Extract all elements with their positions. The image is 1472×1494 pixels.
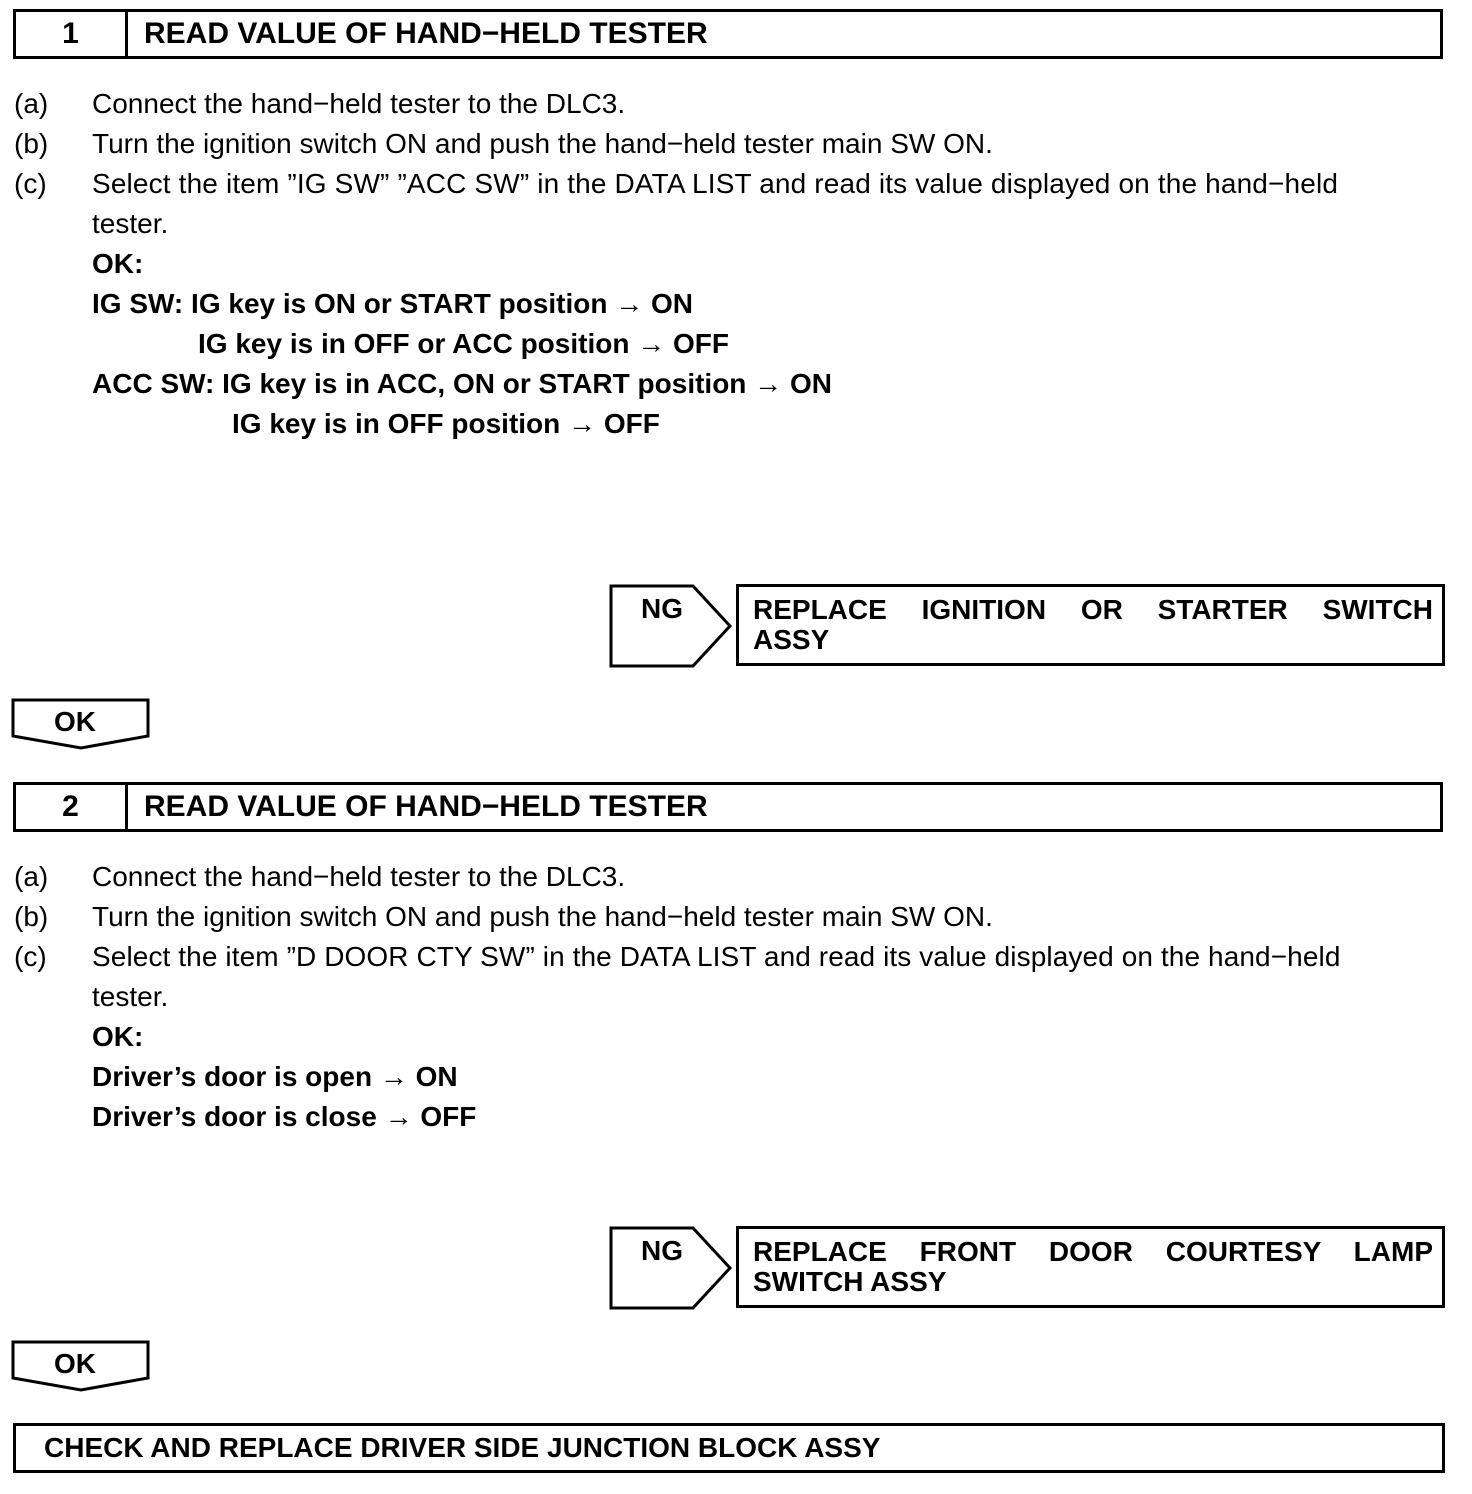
item-label: (b) [14,128,49,159]
item-text: Turn the ignition switch ON and push the hand−held tester main SW ON. [92,901,993,932]
spec-line: IG SW: IG key is ON or START position → ON [92,288,694,319]
ok-label: OK [54,1348,96,1379]
step-1-header [13,9,1443,59]
item-text: Connect the hand−held tester to the DLC3. [92,861,626,892]
ng-action-text: SWITCH ASSY [753,1266,947,1297]
ng-action-box [736,1226,1445,1308]
spec-line: Driver’s door is close → OFF [92,1101,477,1132]
item-label: (a) [14,861,49,892]
ng-action-text: ASSY [753,624,830,655]
step-2-header [13,782,1443,832]
spec-line: IG key is in OFF position → OFF [232,408,660,439]
ok-heading: OK: [92,248,144,279]
spec-line: ACC SW: IG key is in ACC, ON or START position → ON [92,368,832,399]
item-text: Turn the ignition switch ON and push the hand−held tester main SW ON. [92,128,993,159]
ng-label: NG [641,1235,683,1266]
ng-action-text: REPLACE FRONT DOOR COURTESY LAMP [753,1236,1433,1267]
item-label: (a) [14,88,49,119]
spec-line: IG key is in OFF or ACC position → OFF [198,328,729,359]
step-number: 1 [16,12,128,56]
item-text-continued: tester. [92,208,169,239]
item-label: (c) [14,168,47,199]
step-number: 2 [16,785,128,829]
step-title: READ VALUE OF HAND−HELD TESTER [144,790,708,823]
ng-action-box [736,584,1445,666]
item-label: (c) [14,941,47,972]
ng-label: NG [641,593,683,624]
item-text: Connect the hand−held tester to the DLC3. [92,88,626,119]
ok-label: OK [54,706,96,737]
item-label: (b) [14,901,49,932]
spec-line: Driver’s door is open → ON [92,1061,458,1092]
item-text-continued: tester. [92,981,169,1012]
ok-heading: OK: [92,1021,144,1052]
item-text: Select the item ”IG SW” ”ACC SW” in the DATA LIST and read its value displayed on the hand−held [92,168,1339,199]
ng-action-text: REPLACE IGNITION OR STARTER SWITCH [753,594,1433,625]
final-action-text: CHECK AND REPLACE DRIVER SIDE JUNCTION BLOCK ASSY [44,1432,881,1463]
item-text: Select the item ”D DOOR CTY SW” in the DATA LIST and read its value displayed on the hand−held [92,941,1341,972]
final-action-box [13,1423,1445,1473]
step-title: READ VALUE OF HAND−HELD TESTER [144,17,708,50]
